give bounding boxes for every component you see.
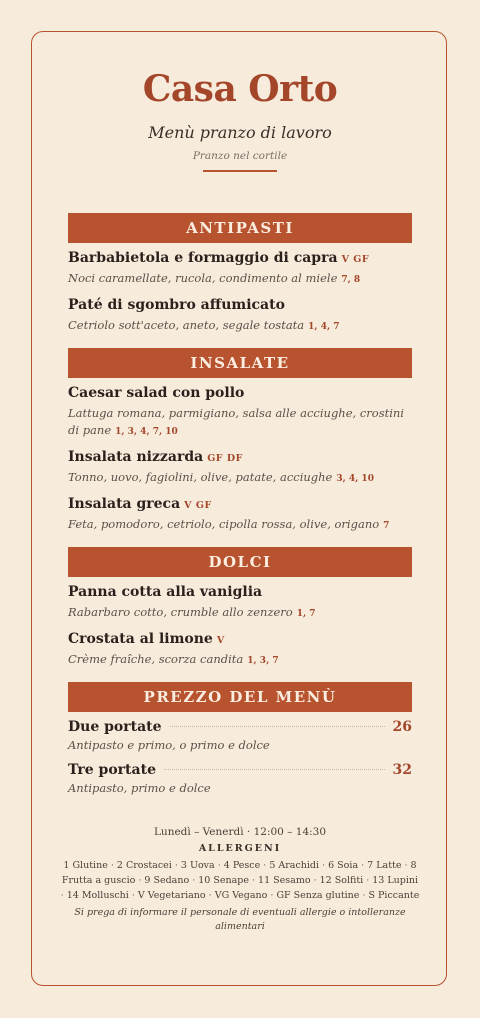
section-title: ANTIPASTI — [68, 213, 412, 243]
allergen-codes: 1, 3, 7 — [247, 656, 279, 666]
legend-entry: · VG Vegano — [206, 890, 268, 901]
legend-entry: · 7 Latte — [358, 860, 401, 871]
menu-tagline: Pranzo nel cortile — [192, 150, 288, 162]
item-name: Caesar salad con pollo — [68, 385, 245, 401]
legend-entry: · 9 Sedano — [135, 875, 189, 886]
opening-hours: Lunedì – Venerdì · 12:00 – 14:30 — [153, 826, 327, 838]
allergy-note: Si prega di informare il personale di eventuali allergie o intolleranze alimentari — [74, 907, 406, 932]
menu-item — [68, 447, 412, 488]
section-title: INSALATE — [68, 348, 412, 378]
legend-entry: · GF Senza glutine — [267, 890, 359, 901]
legend-entry: · 5 Arachidi — [260, 860, 319, 871]
legend-entry: · 13 Lupini — [363, 875, 418, 886]
menu-item — [68, 582, 412, 623]
menu-item — [68, 494, 412, 535]
menu-subtitle: Menù pranzo di lavoro — [148, 123, 332, 142]
item-description: Feta, pomodoro, cetriolo, cipolla rossa, olive, origano — [68, 517, 380, 531]
price-option — [68, 717, 412, 754]
item-description: Lattuga romana, parmigiano, salsa alle acciughe, crostini di pane — [68, 406, 404, 437]
dot-leader — [170, 726, 385, 727]
item-name: Paté di sgombro affumicato — [68, 297, 285, 313]
section-pricing — [68, 682, 412, 797]
option-name: Due portate — [68, 719, 162, 735]
legend-entry: · 2 Crostacei — [108, 860, 172, 871]
dot-leader — [164, 769, 385, 770]
diet-tags: GF DF — [207, 453, 243, 464]
legend-entry: · 11 Sesamo — [249, 875, 311, 886]
menu-item — [68, 383, 412, 441]
option-price: 26 — [392, 719, 412, 735]
price-option — [68, 760, 412, 797]
legend-entry: · 4 Pesce — [215, 860, 261, 871]
option-description: Antipasto e primo, o primo e dolce — [68, 738, 270, 752]
legend-entry: · V Vegetariano — [129, 890, 206, 901]
item-name: Insalata nizzarda — [68, 449, 204, 465]
item-description: Noci caramellate, rucola, condimento al miele — [68, 271, 338, 285]
diet-tags: V — [216, 635, 225, 646]
header-divider — [203, 170, 277, 172]
restaurant-name: Casa Orto — [142, 68, 338, 110]
menu-item — [68, 248, 412, 289]
item-description: Crème fraîche, scorza candita — [68, 652, 244, 666]
legend-entry: · 14 Molluschi — [61, 890, 129, 901]
allergen-codes: 7, 8 — [341, 275, 361, 285]
menu-item — [68, 295, 412, 336]
diet-tags: V GF — [341, 254, 370, 265]
item-description: Cetriolo sott'aceto, aneto, segale tostata — [68, 318, 305, 332]
allergen-codes: 1, 3, 4, 7, 10 — [115, 427, 178, 437]
item-description: Rabarbaro cotto, crumble allo zenzero — [68, 605, 293, 619]
legend-entry: 1 Glutine — [63, 860, 108, 871]
legend-entry: · S Piccante — [359, 890, 419, 901]
menu-item — [68, 629, 412, 670]
section-title: DOLCI — [68, 547, 412, 577]
allergen-codes: 3, 4, 10 — [336, 474, 374, 484]
option-name: Tre portate — [68, 762, 156, 778]
menu-content — [68, 213, 412, 803]
legend-entry: · 12 Solfiti — [311, 875, 364, 886]
allergen-codes: 7 — [383, 521, 390, 531]
section-antipasti — [68, 213, 412, 336]
item-name: Crostata al limone — [68, 631, 213, 647]
allergens-title: ALLERGENI — [198, 843, 282, 854]
section-title: PREZZO DEL MENÙ — [68, 682, 412, 712]
section-insalate — [68, 348, 412, 535]
allergen-codes: 1, 4, 7 — [308, 322, 340, 332]
section-dolci — [68, 547, 412, 670]
item-description: Tonno, uovo, fagiolini, olive, patate, acciughe — [68, 470, 333, 484]
legend-entry: · 10 Senape — [189, 875, 249, 886]
legend-entry: · 8 Frutta a guscio — [62, 860, 417, 886]
legend-entry: · 3 Uova — [172, 860, 215, 871]
item-name: Panna cotta alla vaniglia — [68, 584, 263, 600]
item-name: Barbabietola e formaggio di capra — [68, 250, 338, 266]
option-price: 32 — [392, 762, 412, 778]
item-name: Insalata greca — [68, 496, 181, 512]
menu-footer — [60, 824, 420, 934]
diet-tags: V GF — [184, 500, 212, 511]
allergen-legend — [60, 858, 420, 903]
option-description: Antipasto, primo e dolce — [68, 781, 211, 795]
legend-entry: · 6 Soia — [319, 860, 358, 871]
allergen-codes: 1, 7 — [296, 609, 316, 619]
